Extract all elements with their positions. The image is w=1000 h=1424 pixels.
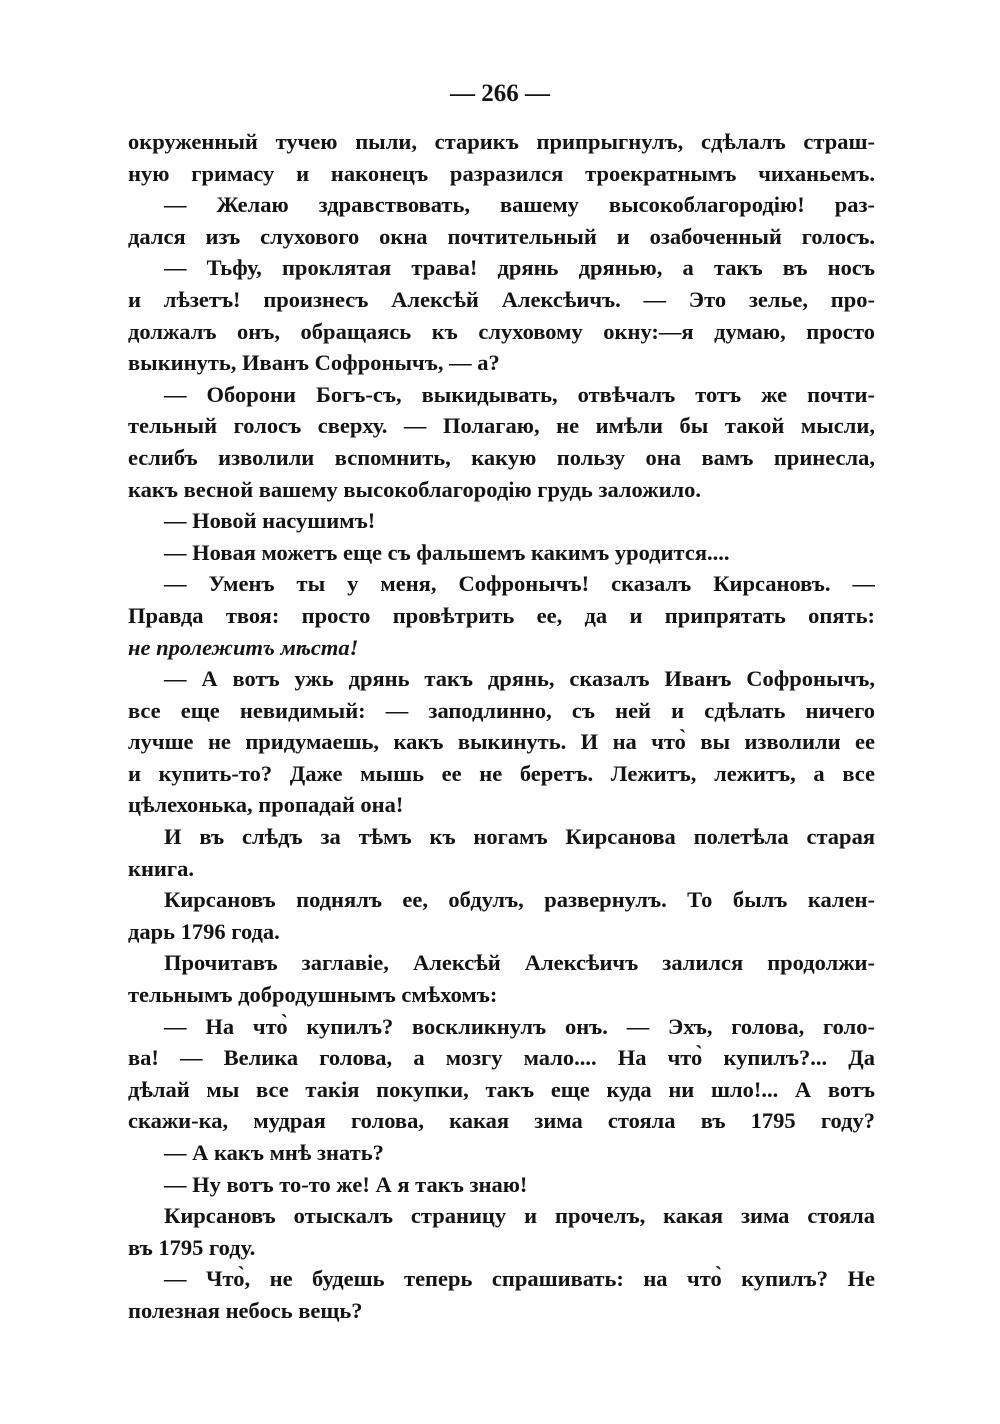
text-line: окруженный тучею пыли, старикъ припрыгнулъ, сдѣлалъ страш- [128, 129, 875, 154]
text-line: выкинуть, Иванъ Софронычъ, — а? [128, 350, 500, 376]
text-line: книга. [128, 855, 194, 881]
text-line: Правда твоя: просто провѣтрить ее, да и припрятать опять: [128, 602, 875, 628]
text-line: ную гримасу и наконецъ разразился троекратнымъ чиханьемъ. [128, 160, 875, 186]
text-line: — Оборони Богъ-съ, выкидывать, отвѣчалъ тотъ же почти- [164, 381, 875, 407]
text-line: дарь 1796 года. [128, 918, 280, 944]
text-line: — Новая можетъ еще съ фальшемъ какимъ уродится.... [164, 539, 730, 565]
text-line: Прочитавъ заглавіе, Алексѣй Алексѣичъ залился продолжи- [164, 950, 875, 976]
text-line: — Что̀, не будешь теперь спрашивать: на что̀ купилъ? Не [164, 1266, 875, 1292]
text-line: въ 1795 году. [128, 1234, 256, 1260]
text-line: — Тьфу, проклятая трава! дрянь дрянью, а такъ въ носъ [164, 255, 875, 281]
text-line: ва! — Велика голова, а мозгу мало.... На что̀ купилъ?... Да [128, 1045, 875, 1071]
text-line: — Ну вотъ то-то же! А я такъ знаю! [164, 1171, 528, 1197]
page-number: — 266 — [450, 80, 550, 107]
text-line: Кирсановъ отыскалъ страницу и прочелъ, какая зима стояла [164, 1203, 875, 1229]
text-line: — Желаю здравствовать, вашему высокоблагородію! раз- [164, 192, 875, 218]
text-line: — На что̀ купилъ? воскликнулъ онъ. — Эхъ, голова, голо- [164, 1013, 875, 1039]
text-line: какъ весной вашему высокоблагородію грудь заложило. [128, 476, 702, 502]
text-line: не пролежитъ мѣста! [128, 634, 359, 660]
text-line: дѣлай мы все такія покупки, такъ еще куда ни шло!... А вотъ [128, 1076, 875, 1102]
text-line: — А какъ мнѣ знать? [164, 1140, 384, 1165]
text-line: все еще невидимый: — заподлинно, съ ней и сдѣлать ничего [128, 697, 875, 723]
text-line: тельный голосъ сверху. — Полагаю, не имѣли бы такой мысли, [128, 413, 875, 439]
text-line: Кирсановъ поднялъ ее, обдулъ, развернулъ. То былъ кален- [164, 887, 875, 913]
text-line: — А вотъ ужь дрянь такъ дрянь, сказалъ Иванъ Софронычъ, [164, 666, 875, 692]
text-line: цѣлехонька, пропадай она! [128, 792, 404, 818]
text-body [128, 126, 875, 1327]
text-line: должалъ онъ, обращаясь къ слуховому окну:—я думаю, просто [128, 318, 875, 344]
text-line: лучше не придумаешь, какъ выкинуть. И на что̀ вы изволили ее [128, 729, 875, 755]
text-line: еслибъ изволили вспомнить, какую пользу она вамъ принесла, [128, 444, 875, 470]
text-line: — Новой насушимъ! [164, 508, 376, 534]
text-line: полезная небось вещь? [128, 1297, 363, 1323]
text-line: и купить-то? Даже мышь ее не беретъ. Лежитъ, лежитъ, а все [128, 760, 875, 786]
text-line: дался изъ слухового окна почтительный и озабоченный голосъ. [128, 223, 875, 249]
text-line: тельнымъ добродушнымъ смѣхомъ: [128, 982, 498, 1008]
text-line: — Уменъ ты у меня, Софронычъ! сказалъ Кирсановъ. — [164, 571, 875, 597]
text-line: И въ слѣдъ за тѣмъ къ ногамъ Кирсанова полетѣла старая [164, 824, 875, 850]
text-line: и лѣзетъ! произнесъ Алексѣй Алексѣичъ. — Это зелье, про- [128, 286, 875, 312]
text-line: скажи-ка, мудрая голова, какая зима стояла въ 1795 году? [128, 1108, 875, 1134]
